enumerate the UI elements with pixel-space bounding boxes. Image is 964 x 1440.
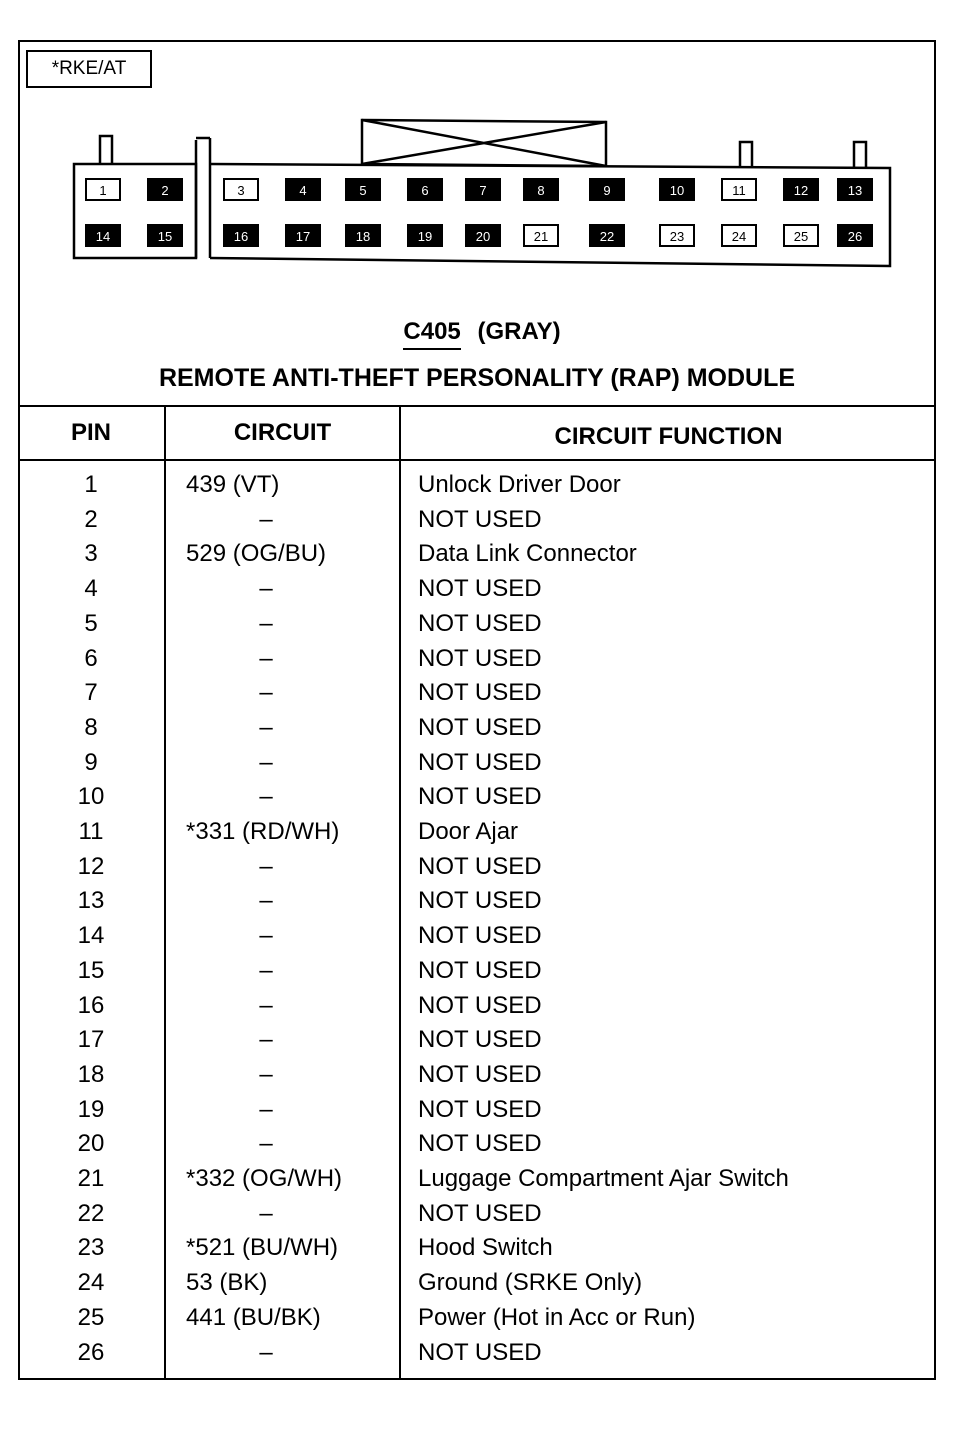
pin-number: 25 xyxy=(793,229,809,244)
pin-cavity xyxy=(838,179,872,200)
circuit-cell: 529 (OG/BU) xyxy=(186,540,327,568)
pin-cell: 18 xyxy=(77,1060,105,1088)
function-cell: NOT USED xyxy=(418,887,542,915)
table-row xyxy=(18,575,936,610)
pin-cavity xyxy=(224,179,258,200)
pin-cell: 23 xyxy=(77,1234,105,1262)
table-row xyxy=(18,818,936,853)
pin-cell: 15 xyxy=(77,956,105,984)
pin-number: 4 xyxy=(299,183,307,198)
pin-cavity xyxy=(408,225,442,246)
pin-number: 15 xyxy=(157,229,173,244)
circuit-cell: – xyxy=(259,505,273,533)
pin-cell: 2 xyxy=(84,505,98,533)
circuit-cell: – xyxy=(259,852,273,880)
pin-cavity xyxy=(466,225,500,246)
connector-title xyxy=(0,318,964,350)
table-row xyxy=(18,714,936,749)
circuit-cell: – xyxy=(259,1095,273,1123)
circuit-cell: – xyxy=(259,991,273,1019)
circuit-cell: – xyxy=(259,956,273,984)
header-pin: PIN xyxy=(70,419,111,446)
pin-cell: 17 xyxy=(77,1026,105,1054)
circuit-cell: – xyxy=(259,644,273,672)
table-row xyxy=(18,1130,936,1165)
function-cell: NOT USED xyxy=(418,713,542,741)
circuit-cell: 441 (BU/BK) xyxy=(186,1303,321,1331)
pin-cell: 21 xyxy=(77,1165,105,1192)
pin-number: 14 xyxy=(95,229,111,244)
pin-cell: 7 xyxy=(84,679,98,707)
circuit-cell: – xyxy=(259,1060,273,1088)
circuit-cell: – xyxy=(259,713,273,741)
function-cell: NOT USED xyxy=(418,1199,542,1227)
circuit-cell: – xyxy=(259,1199,273,1227)
function-cell: NOT USED xyxy=(418,1026,542,1054)
circuit-cell: – xyxy=(259,887,273,915)
table-row xyxy=(18,992,936,1027)
pin-cavity xyxy=(660,225,694,246)
function-cell: NOT USED xyxy=(418,783,542,811)
table-row xyxy=(18,1269,936,1304)
pin-cell: 11 xyxy=(78,818,104,845)
function-cell: Luggage Compartment Ajar Switch xyxy=(418,1165,789,1192)
divider-post xyxy=(196,138,210,258)
header-circuit: CIRCUIT xyxy=(233,419,332,446)
pin-number: 9 xyxy=(603,183,611,198)
pin-number: 7 xyxy=(479,183,487,198)
pin-cavity xyxy=(346,179,380,200)
pin-number: 13 xyxy=(847,183,863,198)
circuit-cell: 439 (VT) xyxy=(186,471,280,498)
table-top-rule xyxy=(18,405,936,407)
table-row xyxy=(18,922,936,957)
pin-cavity xyxy=(660,179,694,200)
pin-cavity xyxy=(590,179,624,200)
function-cell: NOT USED xyxy=(418,991,542,1019)
table-row xyxy=(18,471,936,506)
pin-number: 20 xyxy=(475,229,491,244)
pin-number: 18 xyxy=(355,229,371,244)
table-row xyxy=(18,749,936,784)
pin-cavity xyxy=(524,225,558,246)
pin-row-bottom xyxy=(86,225,872,246)
pin-cell: 24 xyxy=(77,1269,105,1297)
pin-cavity xyxy=(224,225,258,246)
pin-cell: 12 xyxy=(77,852,105,880)
table-row xyxy=(18,1339,936,1374)
function-cell: Door Ajar xyxy=(418,818,519,845)
variant-tag: *RKE/AT xyxy=(26,50,152,88)
latch-post-right-1 xyxy=(740,142,752,168)
table-header-rule xyxy=(18,459,936,461)
pin-cavity xyxy=(838,225,872,246)
function-cell: NOT USED xyxy=(418,1095,542,1123)
table-row xyxy=(18,506,936,541)
table-row xyxy=(18,610,936,645)
pin-cell: 5 xyxy=(84,609,98,637)
latch-post-left xyxy=(100,136,112,164)
pin-cell: 16 xyxy=(77,991,105,1019)
pin-cavity xyxy=(466,179,500,200)
function-cell: NOT USED xyxy=(418,644,542,672)
circuit-cell: – xyxy=(259,783,273,811)
module-name: REMOTE ANTI-THEFT PERSONALITY (RAP) MODULE xyxy=(158,364,796,392)
pin-cell: 3 xyxy=(84,540,98,568)
function-cell: NOT USED xyxy=(418,1130,542,1158)
circuit-cell: 53 (BK) xyxy=(186,1269,268,1297)
pin-cavity xyxy=(86,225,120,246)
pin-cell: 10 xyxy=(77,783,105,811)
table-row xyxy=(18,540,936,575)
pin-number: 3 xyxy=(237,183,245,198)
pin-cavity xyxy=(722,225,756,246)
function-cell: Power (Hot in Acc or Run) xyxy=(418,1303,696,1331)
circuit-cell: – xyxy=(259,609,273,637)
pin-number: 2 xyxy=(161,183,169,198)
function-cell: NOT USED xyxy=(418,679,542,707)
function-cell: NOT USED xyxy=(418,505,542,533)
function-cell: NOT USED xyxy=(418,1338,542,1366)
pin-cavity xyxy=(408,179,442,200)
table-row xyxy=(18,853,936,888)
table-row xyxy=(18,1061,936,1096)
pin-cell: 1 xyxy=(84,471,98,498)
pin-cavity xyxy=(784,225,818,246)
function-cell: NOT USED xyxy=(418,575,542,603)
table-row xyxy=(18,783,936,818)
pin-number: 17 xyxy=(295,229,311,244)
table-row xyxy=(18,679,936,714)
table-row xyxy=(18,1096,936,1131)
pin-cell: 14 xyxy=(77,922,105,950)
pin-cavity xyxy=(86,179,120,200)
pin-cell: 26 xyxy=(77,1338,105,1366)
pin-cell: 25 xyxy=(77,1303,105,1331)
connector-color: (GRAY) xyxy=(477,318,561,345)
pin-cavity xyxy=(286,179,320,200)
pin-row-top xyxy=(86,179,872,200)
pin-cavity xyxy=(524,179,558,200)
function-cell: Hood Switch xyxy=(418,1234,553,1262)
function-cell: Ground (SRKE Only) xyxy=(418,1269,643,1297)
table-row xyxy=(18,1200,936,1235)
pin-cell: 19 xyxy=(77,1095,105,1123)
pin-cell: 13 xyxy=(77,887,105,915)
pin-number: 16 xyxy=(233,229,249,244)
pin-number: 10 xyxy=(669,183,685,198)
table-row xyxy=(18,1165,936,1200)
pin-number: 12 xyxy=(793,183,809,198)
pin-cavity xyxy=(722,179,756,200)
function-cell: Unlock Driver Door xyxy=(418,471,621,498)
pin-cavity xyxy=(784,179,818,200)
circuit-cell: – xyxy=(259,1130,273,1158)
latch-post-right-2 xyxy=(854,142,866,168)
pin-number: 21 xyxy=(533,229,549,244)
pin-number: 24 xyxy=(731,229,747,244)
pin-cavity xyxy=(148,179,182,200)
function-cell: NOT USED xyxy=(418,1060,542,1088)
table-row xyxy=(18,1304,936,1339)
circuit-cell: – xyxy=(259,575,273,603)
connector-code: C405 xyxy=(403,318,460,350)
pin-cavity xyxy=(590,225,624,246)
pin-cavity xyxy=(286,225,320,246)
pin-number: 11 xyxy=(732,183,746,198)
function-cell: NOT USED xyxy=(418,609,542,637)
pin-number: 26 xyxy=(847,229,863,244)
pin-cell: 22 xyxy=(77,1199,105,1227)
pin-cell: 4 xyxy=(84,575,98,603)
pinout-table xyxy=(18,405,936,1380)
circuit-cell: – xyxy=(259,1338,273,1366)
function-cell: NOT USED xyxy=(418,956,542,984)
keying-block-cross xyxy=(362,120,606,166)
pin-number: 6 xyxy=(421,183,429,198)
pin-cell: 8 xyxy=(84,713,98,741)
circuit-cell: *521 (BU/WH) xyxy=(186,1234,339,1262)
pin-cavity xyxy=(148,225,182,246)
function-cell: NOT USED xyxy=(418,922,542,950)
function-cell: Data Link Connector xyxy=(418,540,637,568)
pin-cavity xyxy=(346,225,380,246)
circuit-cell: *332 (OG/WH) xyxy=(186,1165,343,1192)
pin-number: 22 xyxy=(599,229,615,244)
circuit-cell: – xyxy=(259,679,273,707)
circuit-cell: *331 (RD/WH) xyxy=(186,818,340,845)
circuit-cell: – xyxy=(259,922,273,950)
pin-cell: 9 xyxy=(84,748,98,776)
table-row xyxy=(18,887,936,922)
circuit-cell: – xyxy=(259,1026,273,1054)
circuit-cell: – xyxy=(259,748,273,776)
pin-number: 19 xyxy=(417,229,433,244)
connector-face-diagram xyxy=(60,110,900,280)
pin-cell: 20 xyxy=(77,1130,105,1158)
table-row xyxy=(18,645,936,680)
table-row xyxy=(18,957,936,992)
pin-number: 23 xyxy=(669,229,685,244)
pin-number: 1 xyxy=(99,183,107,198)
pin-number: 5 xyxy=(359,183,367,198)
function-cell: NOT USED xyxy=(418,748,542,776)
pin-cell: 6 xyxy=(84,644,98,672)
table-row xyxy=(18,1234,936,1269)
header-circuit-function: CIRCUIT FUNCTION xyxy=(554,423,783,450)
table-row xyxy=(18,1026,936,1061)
function-cell: NOT USED xyxy=(418,852,542,880)
pin-number: 8 xyxy=(537,183,545,198)
